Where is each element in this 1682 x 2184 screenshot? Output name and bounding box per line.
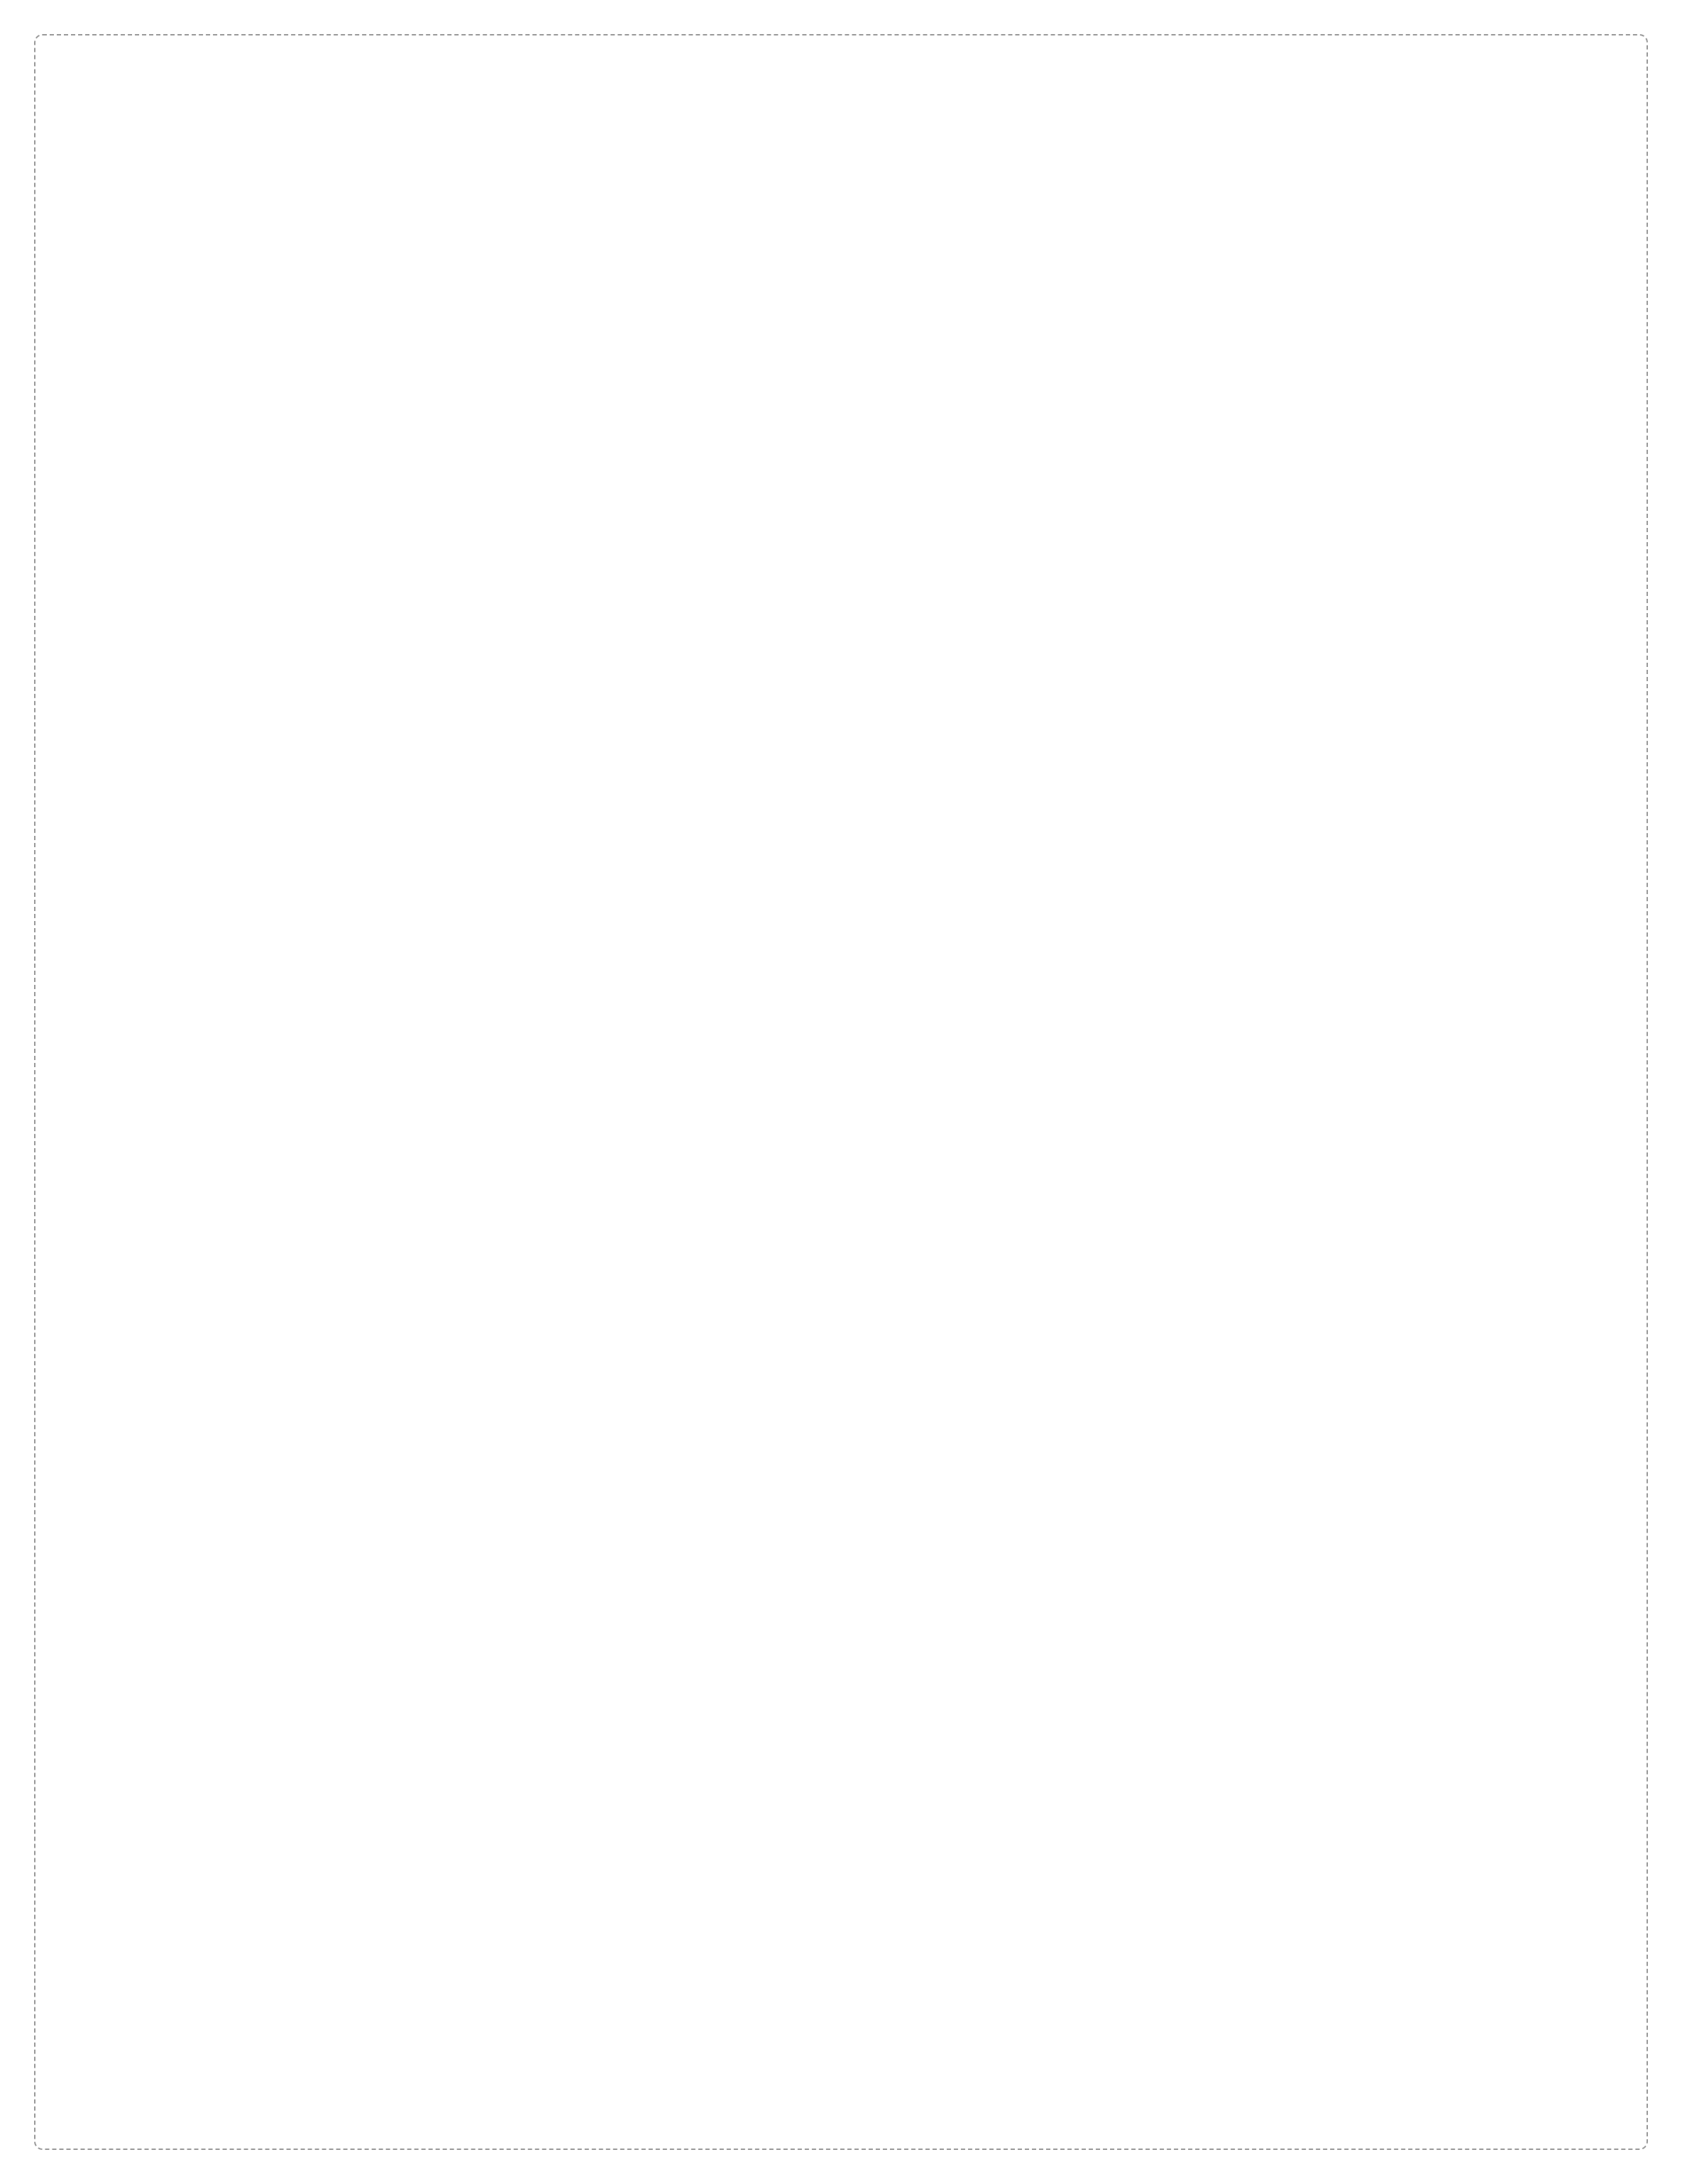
content-placeholder bbox=[34, 34, 1648, 2150]
